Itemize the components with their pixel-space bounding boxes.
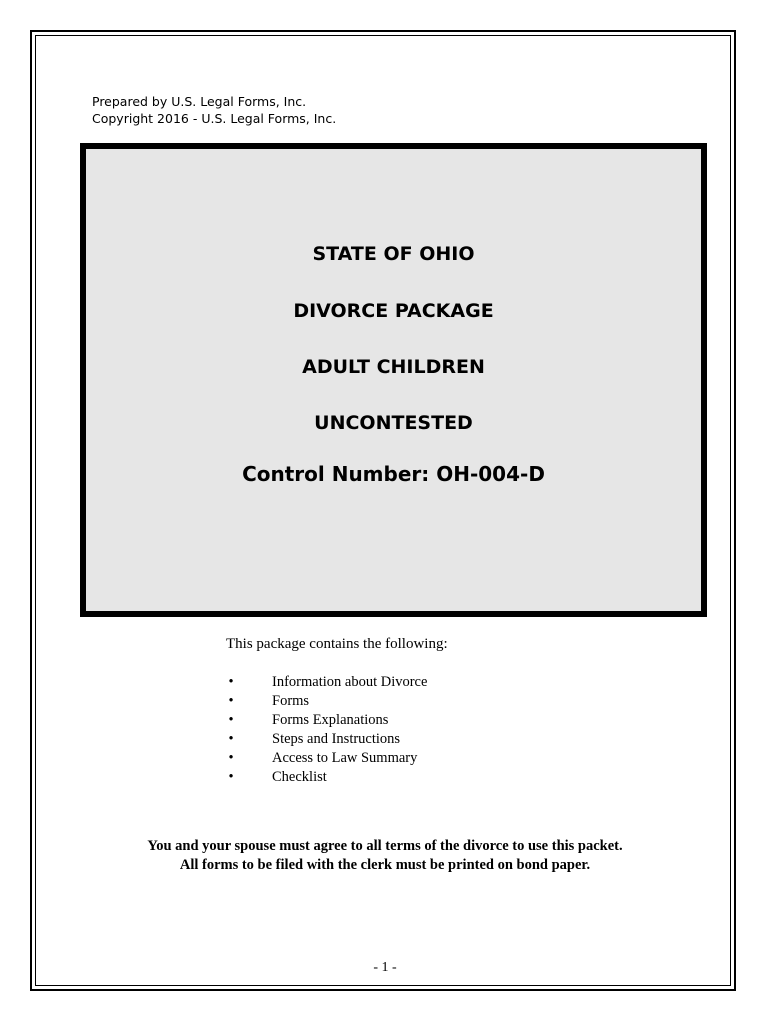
contents-intro: This package contains the following: — [226, 636, 448, 652]
preparer-block — [92, 93, 336, 127]
list-item-label: Steps and Instructions — [272, 731, 401, 747]
list-item-label: Forms — [272, 693, 310, 709]
bullet-icon: • — [228, 693, 234, 709]
list-item-label: Access to Law Summary — [272, 750, 418, 766]
title-box — [80, 143, 707, 617]
state-title: STATE OF OHIO — [312, 243, 475, 265]
children-title: ADULT CHILDREN — [302, 356, 485, 378]
bullet-icon: • — [228, 750, 234, 766]
agreement-notice: You and your spouse must agree to all terms of the divorce to use this packet. — [147, 838, 623, 854]
type-title: UNCONTESTED — [314, 412, 473, 434]
copyright-line: Copyright 2016 - U.S. Legal Forms, Inc. — [92, 111, 337, 126]
bond-paper-notice: All forms to be filed with the clerk must be printed on bond paper. — [179, 857, 591, 873]
prepared-by-line: Prepared by U.S. Legal Forms, Inc. — [92, 94, 307, 109]
package-title: DIVORCE PACKAGE — [293, 300, 494, 322]
page-number: - 1 - — [373, 960, 397, 975]
bullet-icon: • — [228, 674, 234, 690]
control-number: Control Number: OH-004-D — [242, 462, 545, 486]
list-item-label: Checklist — [272, 769, 327, 785]
list-item-label: Forms Explanations — [272, 712, 389, 728]
bullet-icon: • — [228, 731, 234, 747]
bullet-icon: • — [228, 712, 234, 728]
bullet-icon: • — [228, 769, 234, 785]
list-item-label: Information about Divorce — [272, 674, 428, 690]
